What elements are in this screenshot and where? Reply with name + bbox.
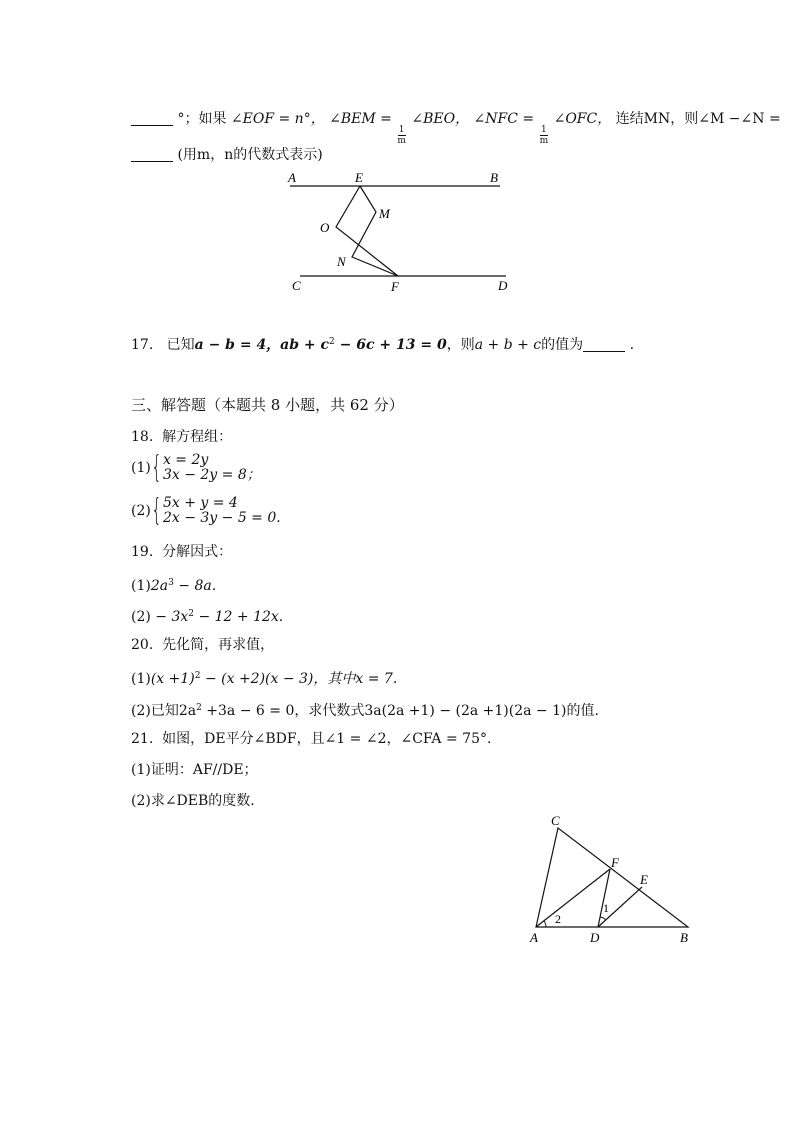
q17-condition: a − b = 4，ab + c: [194, 337, 330, 353]
q20-number: 20.: [131, 637, 154, 653]
q16-angle-nfc: ∠NFC =: [473, 111, 535, 127]
q18-p1-eq2: 3x − 2y = 8；: [162, 467, 261, 483]
q19-p1-label: (1): [131, 578, 151, 594]
q21-part2: (2)求∠DEB的度数.: [131, 793, 255, 809]
frac-den: m: [397, 136, 406, 146]
q20-p2-label: (2): [131, 703, 151, 719]
q19-title: 分解因式：: [162, 544, 233, 560]
q20-title: 先化简，再求值，: [162, 637, 275, 653]
label-a: A: [288, 170, 296, 185]
q18-number: 18.: [131, 429, 154, 445]
q17-expr: a + b + c: [474, 337, 542, 353]
figure-triangle: [520, 812, 710, 952]
q19-title-line: [131, 543, 232, 561]
frac-num-2: 1: [541, 125, 547, 135]
q17-prefix: 已知: [166, 337, 195, 353]
fraction-1-over-m: [397, 125, 406, 146]
label-d: D: [498, 278, 508, 293]
label-d-2: D: [590, 930, 600, 945]
q16-line1: [131, 110, 781, 146]
q19-p1-a: 2a: [150, 578, 169, 594]
q21-title: 如图，DE平分∠BDF，且∠1 = ∠2，∠CFA = 75°.: [162, 731, 492, 747]
q19-p2-a: − 3x: [150, 609, 189, 625]
system-2-equations: [163, 496, 281, 526]
label-o: O: [320, 220, 330, 235]
q17-end: .: [625, 337, 635, 353]
q17-then: ，则: [446, 337, 475, 353]
q16-text-a: °；如果: [177, 111, 227, 127]
q17: [131, 333, 634, 354]
q20-title-line: [131, 636, 274, 654]
q16-hint: (用m，n的代数式表示): [177, 147, 323, 163]
section-title: 三、解答题（本题共 8 小题，共 62 分）: [131, 396, 404, 414]
label-angle-1: 1: [603, 901, 609, 915]
q20-p1-a: (x +1): [150, 671, 195, 687]
q18-part1: [131, 450, 261, 485]
brace-symbol: {: [151, 450, 162, 485]
q18-p2-eq2: 2x − 3y − 5 = 0.: [162, 510, 281, 526]
answer-blank-2: [131, 147, 173, 162]
q16-connect: 连结MN，则∠M −∠N =: [615, 111, 781, 127]
angle-2-arc: [544, 921, 546, 927]
q21-part1: (1)证明：AF//DE；: [131, 762, 258, 778]
q19-part1: [131, 574, 216, 595]
q16-angle-eof: ∠EOF = n°，: [230, 111, 325, 127]
q17-condition-2: − 6c + 13 = 0: [334, 337, 447, 353]
q20-part1: [131, 667, 397, 688]
q16-angle-bem: ∠BEM =: [329, 111, 392, 127]
q17-suffix: 的值为: [541, 337, 584, 353]
q19-p1-sup: 3: [168, 578, 174, 588]
label-c: C: [292, 278, 301, 293]
equation-system-1: [131, 450, 261, 485]
q18-p1-label: (1): [131, 459, 151, 476]
label-a-2: A: [530, 930, 538, 945]
q19-number: 19.: [131, 544, 154, 560]
figure-parallel-lines: [280, 168, 520, 298]
label-b: B: [490, 170, 498, 185]
q19-part2: [131, 605, 283, 626]
frac-den-2: m: [539, 136, 549, 146]
q21-title-line: [131, 730, 491, 748]
answer-blank-3: [583, 337, 625, 352]
label-c-2: C: [551, 813, 560, 828]
q18-p2-label: (2): [131, 502, 151, 519]
answer-blank: [131, 111, 173, 126]
q20-p1-sup: 2: [194, 671, 201, 681]
label-e-2: E: [640, 872, 648, 887]
q21-number: 21.: [131, 731, 154, 747]
q20-p1-b: − (x +2)(x − 3)，其中x = 7.: [200, 671, 398, 687]
q16-line2: [131, 146, 323, 164]
brace-symbol-2: {: [151, 493, 162, 528]
fraction-1-over-m-2: [540, 125, 549, 146]
frac-num: 1: [398, 125, 405, 135]
q17-sup: 2: [329, 337, 335, 347]
q19-p2-b: − 12 + 12x.: [194, 609, 284, 625]
q20-p2-sup: 2: [196, 703, 202, 713]
system-1-equations: [163, 453, 261, 483]
q19-p1-b: − 8a.: [173, 578, 217, 594]
q20-p1-label: (1): [131, 671, 151, 687]
q18-title-line: [131, 428, 232, 446]
label-angle-2: 2: [555, 912, 561, 926]
q19-p2-label: (2): [131, 609, 151, 625]
q20-p2-b: +3a − 6 = 0，求代数式3a(2a +1) − (2a +1)(2a − 1)的值.: [201, 703, 599, 719]
q18-p1-eq1: x = 2y: [162, 452, 209, 468]
label-b-2: B: [680, 930, 688, 945]
angle-1-arc: [600, 917, 606, 920]
q18-title: 解方程组：: [162, 429, 233, 445]
label-f-2: F: [611, 855, 619, 870]
q18-p2-eq1: 5x + y = 4: [162, 495, 238, 511]
label-m: M: [379, 206, 390, 221]
q19-p2-sup: 2: [188, 609, 195, 619]
label-f: F: [391, 279, 399, 294]
q18-part2: [131, 493, 281, 528]
q16-angle-ofc: ∠OFC，: [553, 111, 612, 127]
equation-system-2: [131, 493, 281, 528]
q16-angle-beo: ∠BEO，: [411, 111, 470, 127]
q20-p2-a: 已知2a: [150, 703, 197, 719]
label-e: E: [355, 170, 363, 185]
path-e-m-n-f: [352, 186, 398, 276]
label-n: N: [337, 254, 346, 269]
q17-number: 17.: [131, 337, 154, 353]
q20-part2: [131, 699, 599, 720]
